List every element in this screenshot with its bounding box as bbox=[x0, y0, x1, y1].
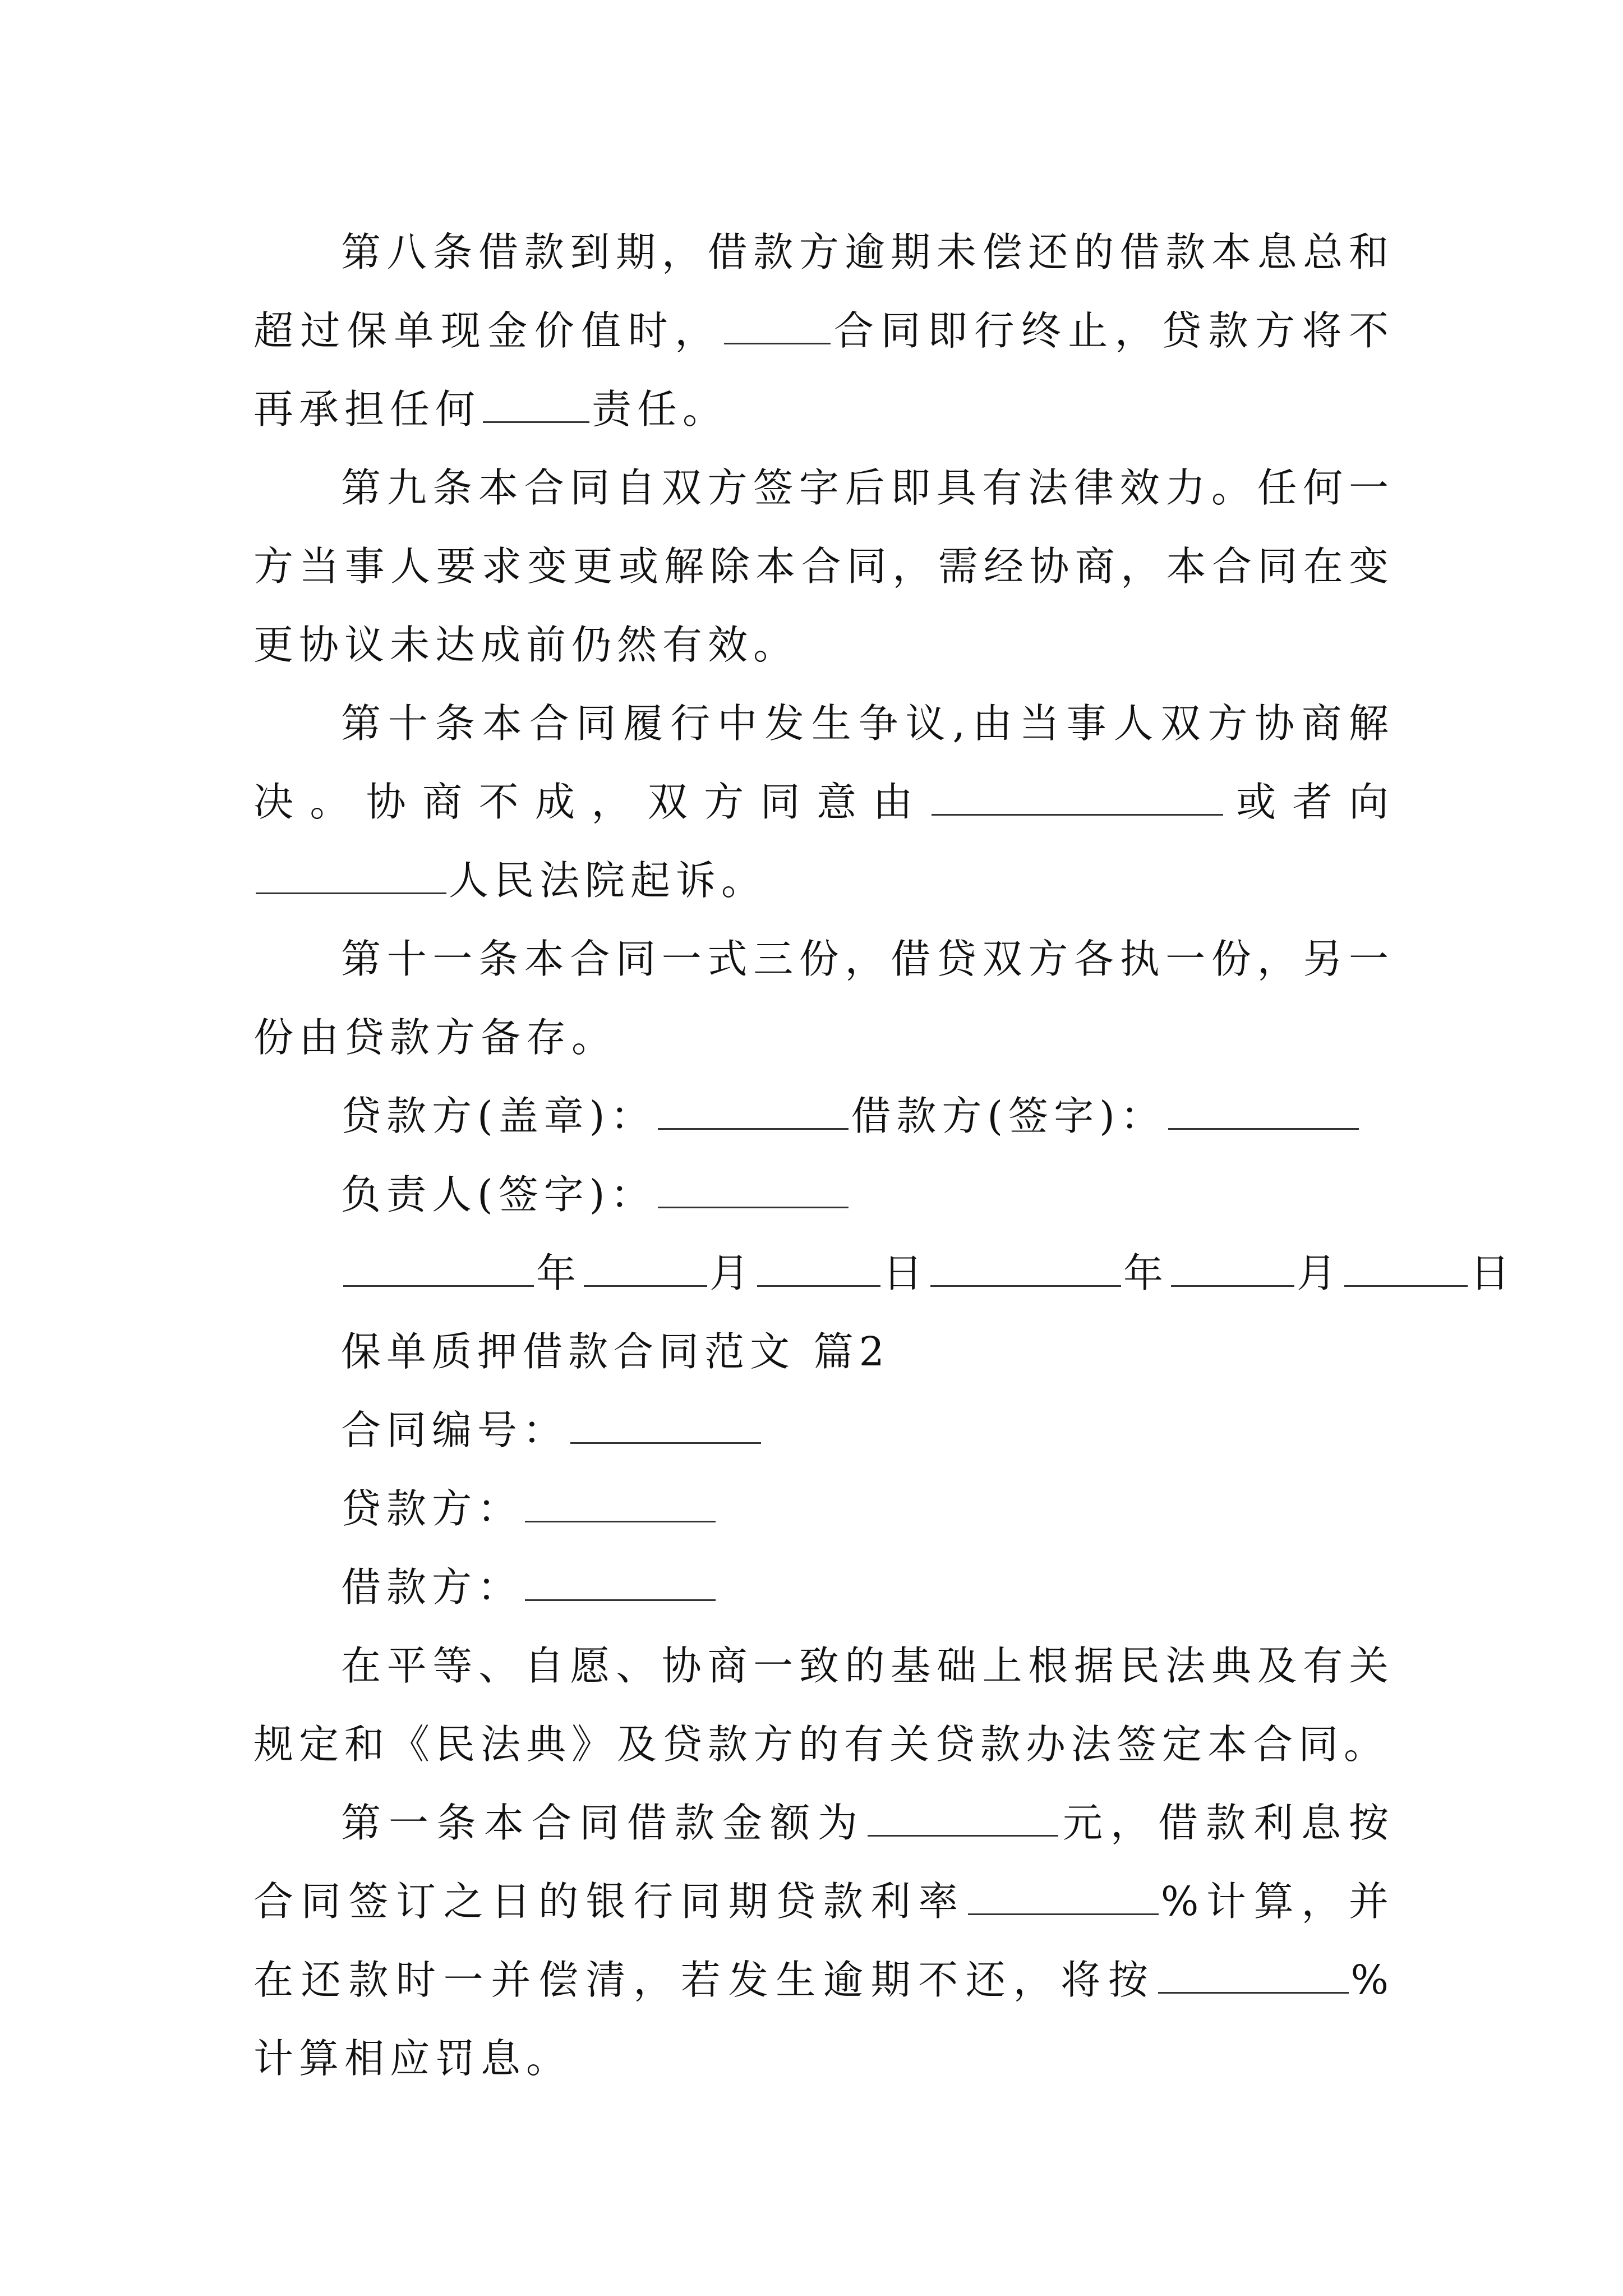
article-1-text-1: 第一条本合同借款金额为 bbox=[341, 1800, 865, 1846]
blank-field bbox=[256, 859, 446, 894]
month-label: 月 bbox=[1297, 1250, 1343, 1296]
contract-number-label: 合同编号： bbox=[341, 1407, 569, 1453]
article-8-text-2: 合同即行终止，贷款方将不再承担任何 bbox=[253, 307, 1394, 432]
month-blank bbox=[584, 1251, 707, 1287]
article-1-text-4: %计算相应罚息。 bbox=[253, 1957, 1394, 2082]
borrower-line bbox=[253, 1548, 1394, 1627]
contract-number-blank bbox=[570, 1409, 761, 1444]
day-blank bbox=[757, 1251, 880, 1287]
borrower-signature-label: 借款方(签字)： bbox=[851, 1093, 1166, 1139]
lender-signature-label: 贷款方(盖章)： bbox=[341, 1093, 656, 1139]
article-10-text-1: 第十条本合同履行中发生争议,由当事人双方协商解决。协商不成，双方同意由 bbox=[253, 700, 1394, 825]
year-blank bbox=[343, 1251, 534, 1287]
lender-line bbox=[253, 1470, 1394, 1548]
signature-line-parties bbox=[253, 1077, 1394, 1156]
article-1-text-3: %计算，并在还款时一并偿清，若发生逾期不还，将按 bbox=[253, 1878, 1394, 2003]
preamble: 在平等、自愿、协商一致的基础上根据民法典及有关规定和《民法典》及贷款方的有关贷款办法签定本合同。 bbox=[253, 1642, 1394, 1768]
borrower-label: 借款方： bbox=[341, 1564, 523, 1611]
lender-signature-blank bbox=[658, 1094, 849, 1130]
lender-blank bbox=[525, 1487, 716, 1522]
article-1-text-2: 元，借款利息按合同签订之日的银行同期贷款利率 bbox=[253, 1800, 1394, 1925]
year-blank bbox=[930, 1251, 1121, 1287]
responsible-signature-label: 负责人(签字)： bbox=[341, 1171, 656, 1218]
section-2-article-1 bbox=[253, 1784, 1394, 2098]
blank-field bbox=[932, 780, 1223, 816]
month-blank bbox=[1171, 1251, 1294, 1287]
day-label: 日 bbox=[1470, 1250, 1516, 1296]
day-blank bbox=[1344, 1251, 1468, 1287]
section-2-title: 保单质押借款合同范文 篇2 bbox=[341, 1328, 890, 1375]
borrower-blank bbox=[525, 1566, 716, 1601]
interest-rate-blank bbox=[968, 1880, 1159, 1915]
month-label: 月 bbox=[709, 1250, 755, 1296]
borrower-signature-blank bbox=[1168, 1094, 1359, 1130]
penalty-rate-blank bbox=[1158, 1958, 1349, 1994]
contract-number-line bbox=[253, 1391, 1394, 1470]
signature-line-responsible bbox=[253, 1156, 1394, 1234]
article-8-text-3: 责任。 bbox=[592, 386, 728, 432]
article-8 bbox=[253, 213, 1394, 449]
blank-field bbox=[724, 309, 831, 344]
year-label: 年 bbox=[536, 1250, 582, 1296]
year-label: 年 bbox=[1123, 1250, 1169, 1296]
article-8-text-1: 第八条借款到期，借款方逾期未偿还的借款本息总和超过保单现金价值时， bbox=[253, 229, 1394, 354]
date-line bbox=[253, 1234, 1516, 1313]
article-10-text-2: 或者向 bbox=[1225, 779, 1394, 825]
document-page bbox=[253, 213, 1516, 2098]
article-9: 第九条本合同自双方签字后即具有法律效力。任何一方当事人要求变更或解除本合同，需经协商，本合同在变更协议未达成前仍然有效。 bbox=[253, 464, 1394, 668]
day-label: 日 bbox=[883, 1250, 929, 1296]
article-10 bbox=[253, 684, 1394, 920]
article-11: 第十一条本合同一式三份，借贷双方各执一份，另一份由贷款方备存。 bbox=[253, 936, 1394, 1061]
responsible-signature-blank bbox=[658, 1173, 849, 1208]
lender-label: 贷款方： bbox=[341, 1485, 523, 1532]
loan-amount-blank bbox=[868, 1801, 1058, 1837]
blank-field bbox=[483, 388, 589, 423]
article-10-text-3: 人民法院起诉。 bbox=[449, 857, 767, 904]
